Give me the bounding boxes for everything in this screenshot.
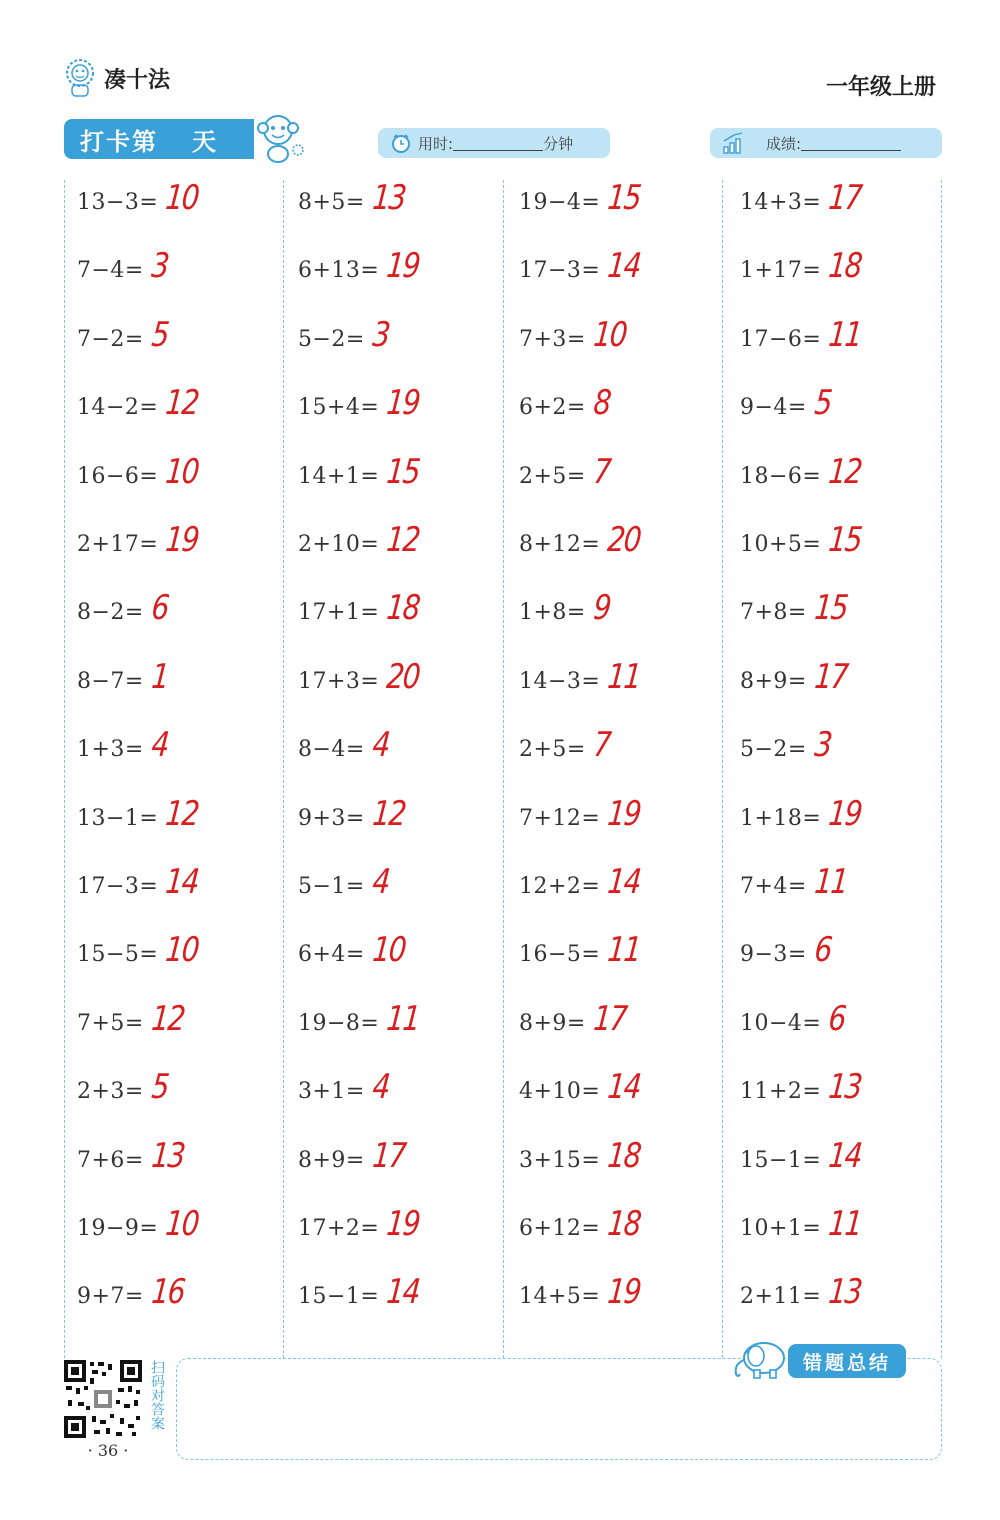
problem-expression: 8−7= xyxy=(77,668,144,694)
problem-item xyxy=(298,999,425,1049)
problem-expression: 9−4= xyxy=(740,395,807,421)
checkin-prefix: 打卡第 xyxy=(80,127,158,156)
scan-for-answers-text: 扫码对答案 xyxy=(149,1360,165,1430)
problem-item xyxy=(77,725,170,775)
problem-item xyxy=(298,246,425,296)
problem-item xyxy=(519,1067,646,1117)
problem-item xyxy=(519,178,646,228)
problem-expression: 7−2= xyxy=(77,326,144,352)
chart-icon xyxy=(722,131,746,155)
time-input-line[interactable] xyxy=(453,136,543,151)
problem-item xyxy=(77,794,204,844)
handwritten-answer[interactable]: 17 xyxy=(812,656,849,697)
handwritten-answer[interactable]: 14 xyxy=(606,246,643,287)
problem-expression: 7+4= xyxy=(740,874,807,899)
column-divider xyxy=(503,180,504,1358)
problem-expression: 8+9= xyxy=(298,1147,365,1173)
problem-expression: 7+3= xyxy=(519,326,586,352)
column-divider xyxy=(722,180,723,1358)
mistake-summary-label: 错题总结 xyxy=(788,1344,906,1378)
problem-item xyxy=(519,246,646,296)
problem-item xyxy=(77,930,204,980)
score-field xyxy=(710,128,942,158)
grade-label: 一年级上册 xyxy=(825,75,936,100)
problem-expression: 8+9= xyxy=(519,1010,586,1036)
handwritten-answer[interactable]: 15 xyxy=(827,520,864,560)
problem-item xyxy=(519,1136,646,1186)
handwritten-answer[interactable]: 5 xyxy=(149,314,170,355)
problem-expression: 2+5= xyxy=(519,737,586,763)
problem-item xyxy=(740,520,867,570)
handwritten-answer[interactable]: 12 xyxy=(827,451,864,492)
problem-expression: 17+1= xyxy=(298,600,380,626)
handwritten-answer[interactable]: 6 xyxy=(827,998,847,1039)
handwritten-answer[interactable]: 3 xyxy=(812,725,833,766)
problem-item xyxy=(77,588,170,638)
handwritten-answer[interactable]: 3 xyxy=(149,246,170,287)
handwritten-answer[interactable]: 10 xyxy=(164,1204,201,1244)
problem-item xyxy=(298,178,410,228)
handwritten-answer[interactable]: 8 xyxy=(591,383,612,424)
score-input-line[interactable] xyxy=(801,136,901,151)
handwritten-answer[interactable]: 19 xyxy=(606,1272,643,1313)
problem-expression: 13−3= xyxy=(77,190,159,215)
problem-expression: 18−6= xyxy=(740,463,822,489)
problem-expression: 6+2= xyxy=(519,395,586,421)
handwritten-answer[interactable]: 4 xyxy=(370,1067,391,1108)
handwritten-answer[interactable]: 16 xyxy=(149,1272,186,1313)
problem-item xyxy=(740,1067,867,1117)
handwritten-answer[interactable]: 19 xyxy=(385,246,422,287)
problem-expression: 10+5= xyxy=(740,532,822,557)
problem-expression: 1+8= xyxy=(519,600,586,626)
problem-item xyxy=(740,588,852,638)
checkin-suffix: 天 xyxy=(192,127,218,156)
problem-item xyxy=(298,383,425,433)
problem-item xyxy=(519,588,612,638)
clock-icon xyxy=(390,132,412,154)
problem-expression: 19−8= xyxy=(298,1010,380,1036)
checkin-banner xyxy=(64,119,254,159)
handwritten-answer[interactable]: 11 xyxy=(606,656,643,697)
handwritten-answer[interactable]: 15 xyxy=(812,588,849,629)
elephant-icon xyxy=(730,1338,792,1380)
handwritten-answer[interactable]: 10 xyxy=(164,451,201,492)
column-divider xyxy=(64,180,65,1358)
problem-item xyxy=(77,999,189,1049)
handwritten-answer[interactable]: 10 xyxy=(370,930,407,971)
handwritten-answer[interactable]: 12 xyxy=(164,793,201,834)
problem-expression: 16−5= xyxy=(519,942,601,968)
page-number: · 36 · xyxy=(87,1441,129,1460)
problem-item xyxy=(519,452,612,502)
handwritten-answer[interactable]: 15 xyxy=(385,451,422,492)
problem-item xyxy=(77,178,204,228)
handwritten-answer[interactable]: 18 xyxy=(385,588,422,629)
problem-item xyxy=(298,862,391,912)
problem-item xyxy=(740,1204,867,1254)
problem-expression: 5−2= xyxy=(740,737,807,763)
problem-item xyxy=(77,383,204,433)
problem-item xyxy=(519,315,631,365)
problem-expression: 5−1= xyxy=(298,874,365,899)
problem-expression: 17−3= xyxy=(77,874,159,899)
problem-item xyxy=(740,725,833,775)
problem-expression: 10+1= xyxy=(740,1216,822,1241)
handwritten-answer[interactable]: 7 xyxy=(591,451,612,492)
problem-item xyxy=(519,725,612,775)
problem-expression: 10−4= xyxy=(740,1010,822,1036)
problem-item xyxy=(740,452,867,502)
handwritten-answer[interactable]: 5 xyxy=(149,1067,170,1108)
problem-item xyxy=(740,999,847,1049)
problem-item xyxy=(298,1272,425,1322)
handwritten-answer[interactable]: 12 xyxy=(370,793,407,834)
problem-item xyxy=(298,657,425,707)
handwritten-answer[interactable]: 7 xyxy=(591,725,612,766)
column-divider xyxy=(941,180,942,1358)
handwritten-answer[interactable]: 13 xyxy=(370,178,407,218)
monkey-icon xyxy=(252,110,308,164)
handwritten-answer[interactable]: 11 xyxy=(827,314,864,355)
time-label: 用时: xyxy=(418,134,454,153)
problem-item xyxy=(77,246,170,296)
problem-item xyxy=(740,383,833,433)
problem-item xyxy=(519,999,631,1049)
problem-expression: 15+4= xyxy=(298,395,380,421)
handwritten-answer[interactable]: 1 xyxy=(149,656,170,697)
problem-expression: 14+1= xyxy=(298,463,380,489)
problem-item xyxy=(519,383,612,433)
problem-item xyxy=(298,930,410,980)
handwritten-answer[interactable]: 10 xyxy=(164,930,201,971)
problem-expression: 2+5= xyxy=(519,463,586,489)
problem-item xyxy=(77,452,204,502)
problem-expression: 14−3= xyxy=(519,668,601,694)
problem-expression: 7−4= xyxy=(77,258,144,284)
handwritten-answer[interactable]: 19 xyxy=(385,1204,422,1244)
score-label: 成绩: xyxy=(766,134,802,153)
handwritten-answer[interactable]: 17 xyxy=(827,178,864,218)
handwritten-answer[interactable]: 12 xyxy=(149,998,186,1039)
problem-expression: 9−3= xyxy=(740,942,807,968)
problem-item xyxy=(740,930,833,980)
handwritten-answer[interactable]: 3 xyxy=(370,314,391,355)
handwritten-answer[interactable]: 5 xyxy=(812,383,833,424)
problem-item xyxy=(519,520,646,570)
problem-expression: 9+7= xyxy=(77,1284,144,1310)
problem-expression: 7+5= xyxy=(77,1010,144,1036)
problem-item xyxy=(77,1067,170,1117)
problem-item xyxy=(740,1272,867,1322)
handwritten-answer[interactable]: 19 xyxy=(385,383,422,424)
problem-expression: 15−1= xyxy=(740,1147,822,1173)
problem-expression: 8+5= xyxy=(298,190,365,215)
problem-expression: 1+18= xyxy=(740,805,822,831)
time-field xyxy=(378,128,610,158)
problem-expression: 15−5= xyxy=(77,942,159,968)
problem-expression: 14−2= xyxy=(77,395,159,421)
problem-item xyxy=(740,657,852,707)
header-left xyxy=(62,58,170,98)
handwritten-answer[interactable]: 13 xyxy=(827,1067,864,1108)
column-divider xyxy=(283,180,284,1358)
qr-code[interactable] xyxy=(64,1360,142,1438)
handwritten-answer[interactable]: 10 xyxy=(164,178,201,218)
problem-item xyxy=(740,246,867,296)
problem-expression: 19−4= xyxy=(519,190,601,215)
problem-expression: 2+3= xyxy=(77,1079,144,1105)
handwritten-answer[interactable]: 18 xyxy=(606,1135,643,1176)
problem-expression: 13−1= xyxy=(77,805,159,831)
handwritten-answer[interactable]: 13 xyxy=(827,1272,864,1313)
handwritten-answer[interactable]: 17 xyxy=(591,998,628,1039)
problem-expression: 14+5= xyxy=(519,1284,601,1310)
handwritten-answer[interactable]: 14 xyxy=(606,1067,643,1108)
handwritten-answer[interactable]: 20 xyxy=(385,656,422,697)
handwritten-answer[interactable]: 15 xyxy=(606,178,643,218)
problem-expression: 4+10= xyxy=(519,1079,601,1105)
handwritten-answer[interactable]: 14 xyxy=(827,1135,864,1176)
handwritten-answer[interactable]: 12 xyxy=(164,383,201,424)
handwritten-answer[interactable]: 11 xyxy=(606,930,643,971)
problem-item xyxy=(298,520,425,570)
problem-item xyxy=(77,1136,189,1186)
problem-item xyxy=(77,520,204,570)
problem-item xyxy=(77,1272,189,1322)
problem-item xyxy=(519,862,646,912)
handwritten-answer[interactable]: 10 xyxy=(591,314,628,355)
problem-item xyxy=(740,1136,867,1186)
handwritten-answer[interactable]: 17 xyxy=(370,1135,407,1176)
problem-expression: 9+3= xyxy=(298,805,365,831)
problem-item xyxy=(298,1204,425,1254)
problem-item xyxy=(298,588,425,638)
handwritten-answer[interactable]: 12 xyxy=(385,520,422,560)
handwritten-answer[interactable]: 9 xyxy=(591,588,612,629)
problem-expression: 7+12= xyxy=(519,805,601,831)
problem-expression: 1+3= xyxy=(77,737,144,763)
problem-expression: 12+2= xyxy=(519,874,601,899)
problem-expression: 3+1= xyxy=(298,1079,365,1105)
problem-item xyxy=(298,725,391,775)
problem-expression: 2+11= xyxy=(740,1284,822,1310)
problem-expression: 3+15= xyxy=(519,1147,601,1173)
problem-item xyxy=(740,862,852,912)
problem-expression: 17+3= xyxy=(298,668,380,694)
handwritten-answer[interactable]: 11 xyxy=(812,862,849,902)
problem-expression: 17−6= xyxy=(740,326,822,352)
header-title: 凑十法 xyxy=(104,67,171,93)
handwritten-answer[interactable]: 19 xyxy=(164,520,201,560)
problem-expression: 8+9= xyxy=(740,668,807,694)
problem-item xyxy=(740,794,867,844)
handwritten-answer[interactable]: 18 xyxy=(827,246,864,287)
handwritten-answer[interactable]: 14 xyxy=(164,862,201,902)
handwritten-answer[interactable]: 6 xyxy=(812,930,833,971)
problem-item xyxy=(298,315,391,365)
time-unit: 分钟 xyxy=(543,134,574,153)
problem-expression: 1+17= xyxy=(740,258,822,284)
problem-expression: 6+4= xyxy=(298,942,365,968)
handwritten-answer[interactable]: 13 xyxy=(149,1135,186,1176)
handwritten-answer[interactable]: 18 xyxy=(606,1204,643,1244)
problem-expression: 6+12= xyxy=(519,1216,601,1241)
problem-expression: 14+3= xyxy=(740,190,822,215)
problem-item xyxy=(298,794,410,844)
handwritten-answer[interactable]: 19 xyxy=(606,793,643,834)
problem-item xyxy=(298,452,425,502)
problem-item xyxy=(298,1067,391,1117)
handwritten-answer[interactable]: 4 xyxy=(370,725,391,766)
handwritten-answer[interactable]: 11 xyxy=(827,1204,864,1244)
handwritten-answer[interactable]: 14 xyxy=(606,862,643,902)
problem-item xyxy=(77,862,204,912)
handwritten-answer[interactable]: 14 xyxy=(385,1272,422,1313)
problem-item xyxy=(519,930,646,980)
handwritten-answer[interactable]: 11 xyxy=(385,998,422,1039)
problem-item xyxy=(77,315,170,365)
problem-item xyxy=(519,1204,646,1254)
problem-expression: 2+10= xyxy=(298,532,380,557)
problem-expression: 2+17= xyxy=(77,532,159,557)
problem-item xyxy=(519,1272,646,1322)
handwritten-answer[interactable]: 6 xyxy=(149,588,170,629)
problem-item xyxy=(519,657,646,707)
problem-expression: 7+6= xyxy=(77,1147,144,1173)
problem-expression: 8+12= xyxy=(519,532,601,557)
handwritten-answer[interactable]: 20 xyxy=(606,520,643,560)
lion-icon xyxy=(62,58,98,98)
problem-expression: 16−6= xyxy=(77,463,159,489)
problem-expression: 8−4= xyxy=(298,737,365,763)
problem-item xyxy=(77,657,170,707)
problem-expression: 5−2= xyxy=(298,326,365,352)
problem-item xyxy=(298,1136,410,1186)
problem-item xyxy=(519,794,646,844)
problem-item xyxy=(77,1204,204,1254)
handwritten-answer[interactable]: 4 xyxy=(370,862,391,902)
problem-expression: 15−1= xyxy=(298,1284,380,1310)
problem-expression: 7+8= xyxy=(740,600,807,626)
handwritten-answer[interactable]: 4 xyxy=(149,725,170,766)
problem-expression: 8−2= xyxy=(77,600,144,626)
handwritten-answer[interactable]: 19 xyxy=(827,793,864,834)
problem-expression: 19−9= xyxy=(77,1216,159,1241)
problem-item xyxy=(740,178,867,228)
problem-expression: 17+2= xyxy=(298,1216,380,1241)
problem-item xyxy=(740,315,867,365)
problem-expression: 6+13= xyxy=(298,258,380,284)
problem-expression: 11+2= xyxy=(740,1079,822,1105)
problem-expression: 17−3= xyxy=(519,258,601,284)
